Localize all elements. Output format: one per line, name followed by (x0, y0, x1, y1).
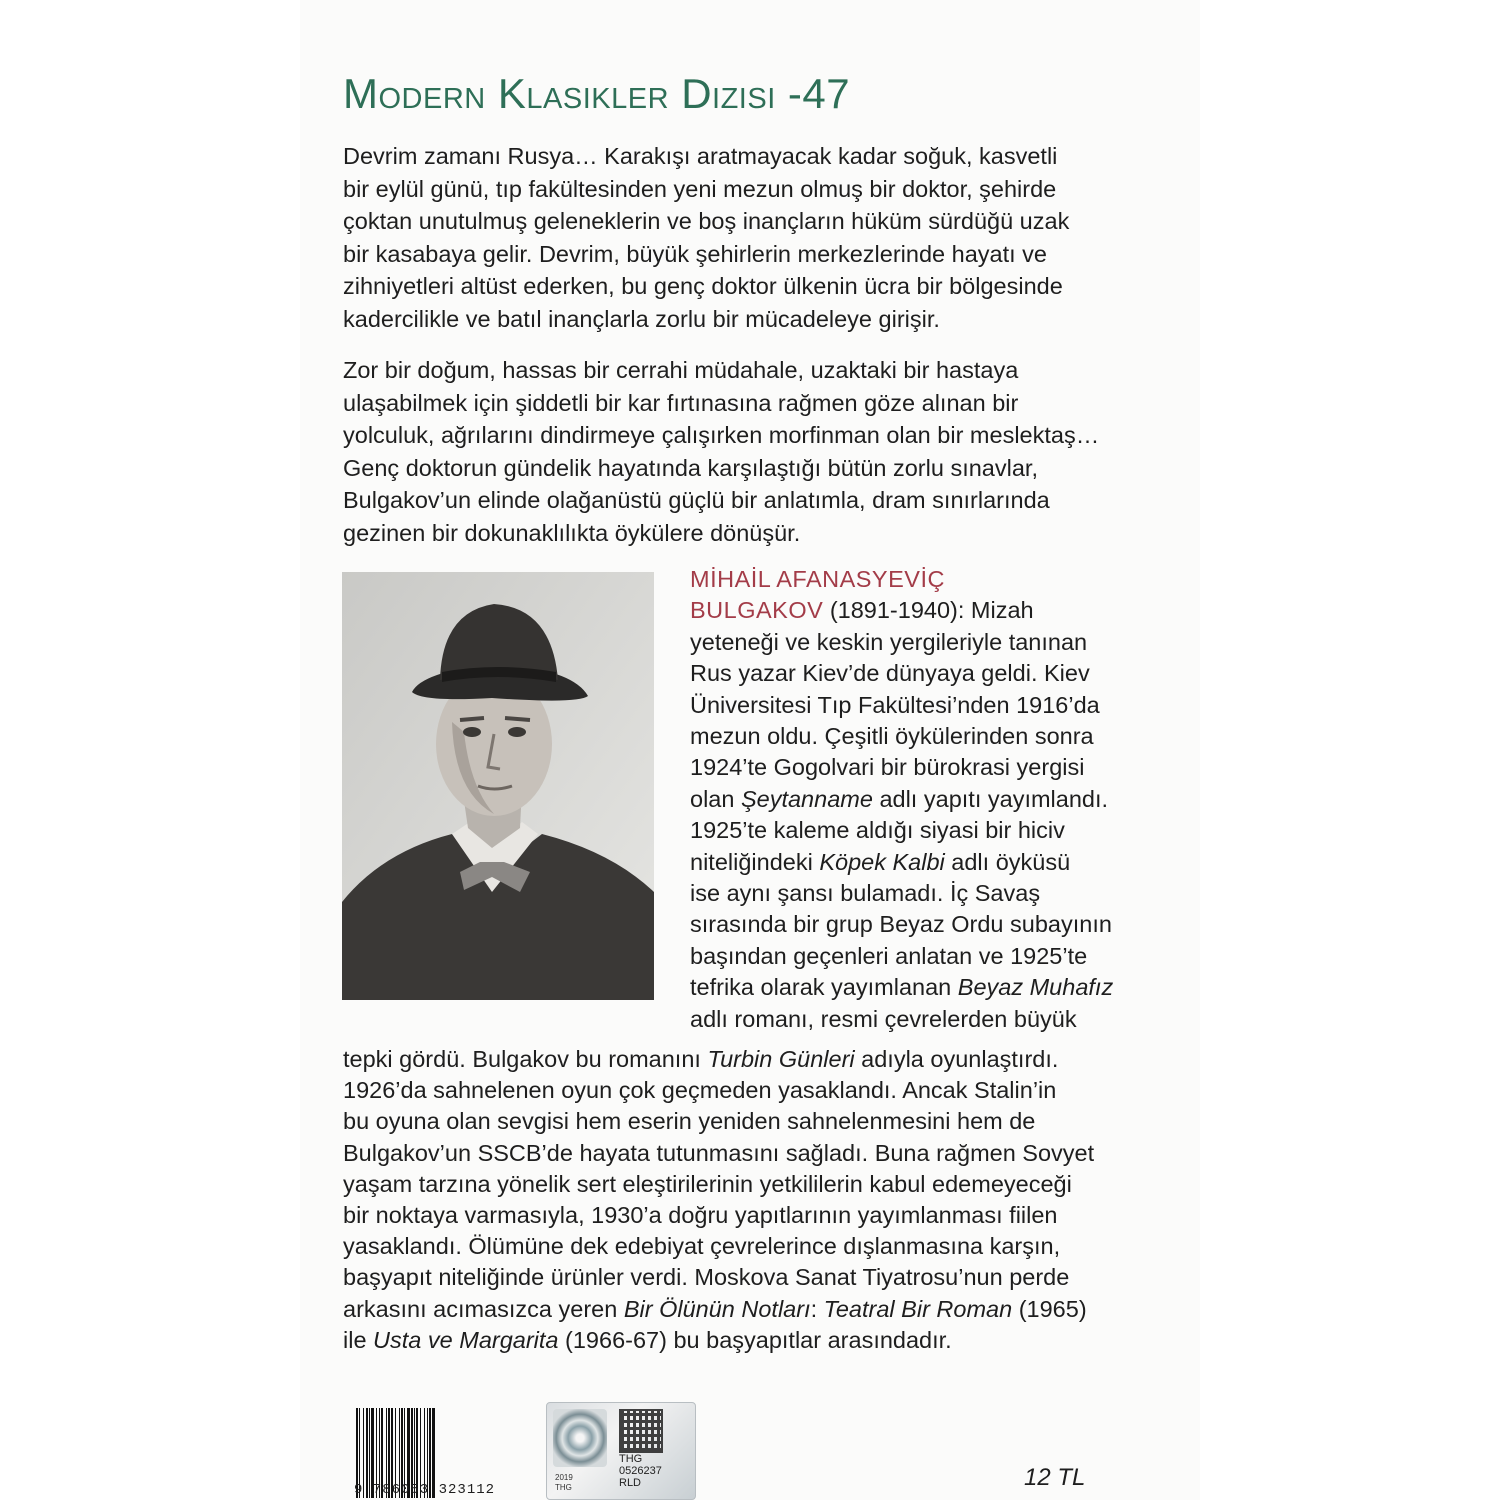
description-paragraph-2 (343, 354, 1163, 550)
text-line: bir eylül günü, tıp fakültesinden yeni mezun olmuş bir doktor, şehirde (343, 175, 1057, 202)
book-title: Bir Ölünün Notları (623, 1295, 811, 1322)
text-span: tepki gördü. Bulgakov bu romanını (343, 1046, 708, 1072)
text-line: kadercilikle ve batıl inançlarla zorlu bir mücadeleye girişir. (343, 305, 940, 332)
text-span: : (810, 1295, 824, 1322)
series-title: Modern Klasikler Dizisi -47 (343, 70, 851, 117)
text-line: başından geçenleri anlatan ve 1925’te (690, 942, 1088, 969)
hologram-icon (553, 1409, 607, 1467)
book-title: Köpek Kalbi (819, 848, 945, 875)
book-title: Şeytanname (740, 785, 873, 812)
text-line: adlı romanı, resmi çevrelerden büyük (690, 1005, 1077, 1032)
text-span: olan (690, 785, 741, 812)
text-line: Bulgakov’un SSCB’de hayata tutunmasını sağladı. Buna rağmen Sovyet (343, 1139, 1095, 1166)
author-name-line1: MİHAİL AFANASYEVİÇ (690, 566, 945, 592)
author-years: (1891-1940): Mizah (823, 597, 1034, 624)
text-span: niteliğindeki (690, 848, 820, 875)
text-span: tefrika olarak yayımlanan (690, 974, 958, 1001)
sticker-year: 2019 (555, 1473, 573, 1482)
text-span: arkasını acımasızca yeren (343, 1295, 624, 1322)
text-line: gezinen bir dokunaklılıkta öykülere dönüşür. (343, 519, 801, 546)
isbn-number: 9 786053 323112 (354, 1482, 496, 1498)
text-line: yasaklandı. Ölümüne dek edebiyat çevrelerince dışlanmasına karşın, (343, 1233, 1061, 1260)
book-title: Beyaz Muhafız (957, 974, 1114, 1001)
book-title: Teatral Bir Roman (823, 1295, 1013, 1322)
author-portrait (342, 572, 654, 1000)
text-line: Bulgakov’un elinde olağanüstü güçlü bir anlatımla, dram sınırlarında (343, 487, 1050, 514)
book-title: Turbin Günleri (707, 1046, 855, 1072)
qr-code-icon (619, 1409, 663, 1453)
author-name-line2: BULGAKOV (690, 597, 824, 624)
sticker-code (619, 1453, 662, 1489)
text-span: (1966-67) bu başyapıtlar arasındadır. (558, 1326, 952, 1353)
text-line: yolculuk, ağrılarını dindirmeye çalışırken morfinman olan bir meslektaş… (343, 422, 1100, 449)
text-line: Zor bir doğum, hassas bir cerrahi müdahale, uzaktaki bir hastaya (343, 357, 1019, 383)
text-line: çoktan unutulmuş geleneklerin ve boş inançların hüküm sürdüğü uzak (343, 208, 1070, 235)
text-span: adıyla oyunlaştırdı. (854, 1046, 1059, 1072)
text-span: ile (343, 1326, 374, 1353)
sticker-brand: THG (555, 1483, 572, 1492)
text-line: yeteneği ve keskin yergileriyle tanınan (690, 628, 1088, 655)
text-span: (1965) (1012, 1295, 1087, 1322)
sticker-code-line: 0526237 (619, 1465, 662, 1477)
text-line: mezun oldu. Çeşitli öykülerinden sonra (690, 723, 1094, 750)
text-line: sırasında bir grup Beyaz Ordu subayının (690, 911, 1112, 938)
text-line: 1926’da sahnelenen oyun çok geçmeden yasaklandı. Ancak Stalin’in (343, 1077, 1057, 1104)
book-title: Usta ve Margarita (373, 1326, 559, 1353)
text-span: adlı öyküsü (944, 848, 1071, 875)
author-bio (690, 564, 1190, 1035)
text-line: başyapıt niteliğinde ürünler verdi. Moskova Sanat Tiyatrosu’nun perde (343, 1264, 1070, 1291)
text-line: Üniversitesi Tıp Fakültesi’nden 1916’da (690, 691, 1100, 718)
text-line: ise aynı şansı bulamadı. İç Savaş (690, 880, 1041, 907)
price: 12 TL (1024, 1464, 1086, 1491)
text-line: bu oyuna olan sevgisi hem eserin yeniden sahnelenmesini hem de (343, 1108, 1036, 1135)
text-line: bir noktaya varmasıyla, 1930’a doğru yapıtlarının yayımlanması fiilen (343, 1202, 1058, 1229)
author-bio-continued (343, 1044, 1193, 1356)
text-line: Genç doktorun gündelik hayatında karşılaştığı bütün zorlu sınavlar, (343, 454, 1038, 481)
sticker-code-line: THG (619, 1453, 643, 1465)
text-line: bir kasabaya gelir. Devrim, büyük şehirlerin merkezlerinde hayatı ve (343, 240, 1048, 267)
text-line: zihniyetleri altüst ederken, bu genç doktor ülkenin ücra bir bölgesinde (343, 273, 1063, 300)
text-line: 1924’te Gogolvari bir bürokrasi yergisi (690, 754, 1085, 781)
back-cover (300, 0, 1200, 1500)
sticker-code-line: RLD (619, 1477, 642, 1489)
text-line: Devrim zamanı Rusya… Karakışı aratmayacak kadar soğuk, kasvetli (343, 143, 1058, 169)
hologram-sticker (546, 1402, 696, 1500)
text-line: 1925’te kaleme aldığı siyasi bir hiciv (690, 817, 1065, 844)
text-line: ulaşabilmek için şiddetli bir kar fırtınasına rağmen göze alınan bir (343, 389, 1019, 416)
text-line: yaşam tarzına yönelik sert eleştirilerinin yetkililerin kabul edemeyeceği (343, 1170, 1072, 1197)
text-line: Rus yazar Kiev’de dünyaya geldi. Kiev (690, 660, 1090, 687)
description-paragraph-1 (343, 140, 1163, 336)
text-span: adlı yapıtı yayımlandı. (872, 785, 1109, 812)
